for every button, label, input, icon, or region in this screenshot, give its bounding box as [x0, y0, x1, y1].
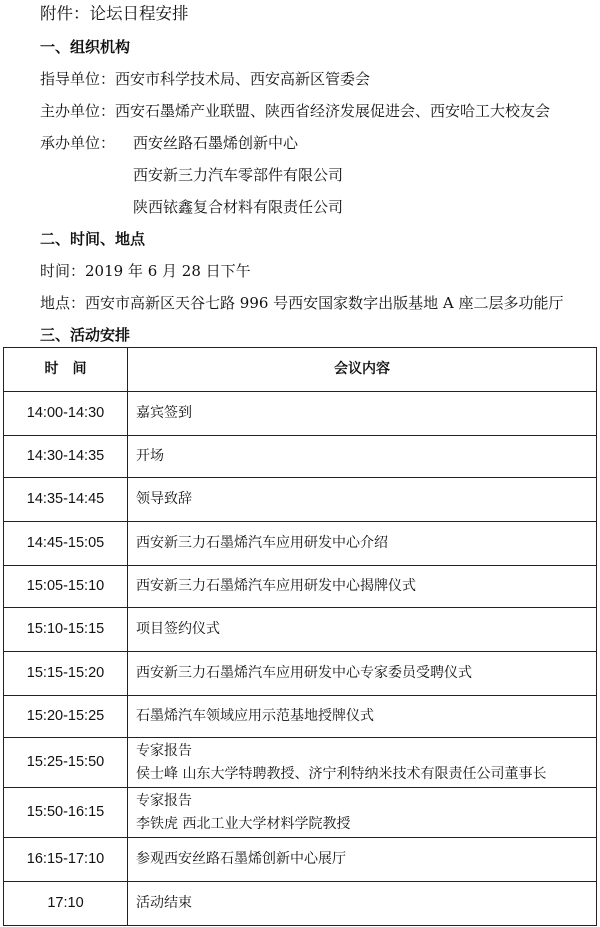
row-content — [128, 522, 597, 566]
table-row — [4, 738, 597, 788]
row-time: 15:25-15:50 — [4, 738, 128, 788]
row-content-line: 西安新三力石墨烯汽车应用研发中心揭牌仪式 — [136, 578, 416, 594]
row-content — [128, 436, 597, 478]
row-content — [128, 566, 597, 608]
table-row — [4, 392, 597, 436]
table-row — [4, 436, 597, 478]
table-row — [4, 838, 597, 882]
guidance-unit: 指导单位：西安市科学技术局、西安高新区管委会 — [40, 70, 371, 88]
row-time: 15:20-15:25 — [4, 696, 128, 738]
table-row — [4, 788, 597, 838]
row-time: 14:45-15:05 — [4, 522, 128, 566]
organizer-item: 陕西铱鑫复合材料有限责任公司 — [133, 198, 344, 216]
row-content — [128, 788, 597, 838]
row-content — [128, 652, 597, 696]
table-row — [4, 652, 597, 696]
row-content — [128, 882, 597, 926]
table-row — [4, 478, 597, 522]
organizer-item: 西安丝路石墨烯创新中心 — [133, 134, 299, 152]
row-time: 15:15-15:20 — [4, 652, 128, 696]
row-content-line: 李铁虎 西北工业大学材料学院教授 — [136, 815, 351, 832]
host-unit: 主办单位：西安石墨烯产业联盟、陕西省经济发展促进会、西安哈工大校友会 — [40, 102, 551, 120]
row-content-line: 活动结束 — [136, 895, 192, 911]
row-content-line: 侯士峰 山东大学特聘教授、济宁利特纳米技术有限责任公司董事长 — [136, 765, 547, 782]
organizers-label: 承办单位： — [40, 134, 116, 152]
schedule-table — [3, 347, 597, 926]
row-time: 16:15-17:10 — [4, 838, 128, 882]
section-heading-schedule: 三、活动安排 — [40, 326, 131, 344]
row-content-line: 领导致辞 — [136, 491, 192, 507]
organizer-item: 西安新三力汽车零部件有限公司 — [133, 166, 344, 184]
row-content — [128, 696, 597, 738]
row-time: 14:00-14:30 — [4, 392, 128, 436]
row-content — [128, 392, 597, 436]
row-content-line: 开场 — [136, 448, 164, 464]
event-place: 地点：西安市高新区天谷七路 996 号西安国家数字出版基地 A 座二层多功能厅 — [40, 294, 564, 312]
row-time: 15:50-16:15 — [4, 788, 128, 838]
row-time: 14:35-14:45 — [4, 478, 128, 522]
section-heading-time-place: 二、时间、地点 — [40, 230, 146, 248]
row-content — [128, 738, 597, 788]
row-content-line: 西安新三力石墨烯汽车应用研发中心介绍 — [136, 535, 388, 551]
row-time: 15:10-15:15 — [4, 608, 128, 652]
page-title: 附件：论坛日程安排 — [40, 4, 189, 23]
table-row — [4, 522, 597, 566]
row-time: 17:10 — [4, 882, 128, 926]
table-header-row — [4, 348, 597, 392]
table-row — [4, 608, 597, 652]
table-row — [4, 696, 597, 738]
header-content: 会议内容 — [128, 348, 597, 392]
section-heading-organization: 一、组织机构 — [40, 38, 131, 56]
row-content-line: 专家报告 — [136, 792, 192, 809]
table-row — [4, 882, 597, 926]
row-time: 15:05-15:10 — [4, 566, 128, 608]
row-content-line: 石墨烯汽车领域应用示范基地授牌仪式 — [136, 708, 374, 724]
row-content-line: 参观西安丝路石墨烯创新中心展厅 — [136, 851, 346, 867]
table-row — [4, 566, 597, 608]
row-content — [128, 478, 597, 522]
header-time: 时间 — [4, 348, 128, 392]
event-time: 时间：2019 年 6 月 28 日下午 — [40, 262, 251, 280]
row-content — [128, 838, 597, 882]
row-content-line: 项目签约仪式 — [136, 621, 220, 637]
row-time: 14:30-14:35 — [4, 436, 128, 478]
row-content-line: 西安新三力石墨烯汽车应用研发中心专家委员受聘仪式 — [136, 665, 472, 681]
row-content — [128, 608, 597, 652]
row-content-line: 嘉宾签到 — [136, 405, 192, 421]
row-content-line: 专家报告 — [136, 742, 192, 759]
